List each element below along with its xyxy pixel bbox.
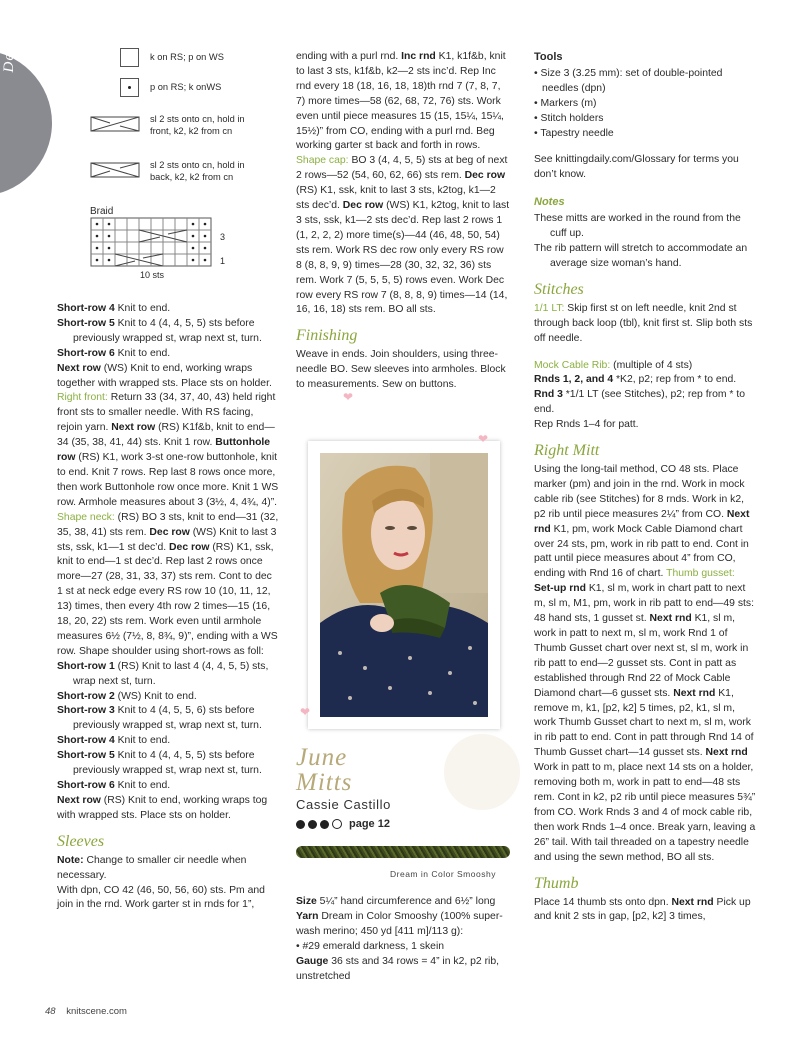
spec-term: Gauge <box>296 955 329 967</box>
instruction-paragraph <box>534 388 756 418</box>
instruction-paragraph <box>57 854 279 884</box>
yarn-caption: Dream in Color Smooshy <box>390 869 496 879</box>
body-text: K1, pm, work Mock Cable Diamond chart over 24 sts, pm, work in rib patt to end. Cont in patt until piece measures about 4” from CO, ending with Rnd 16 of chart. <box>534 523 749 580</box>
page-number: 48 <box>45 1006 56 1017</box>
body-text: See knittingdaily.com/Glossary for terms you don’t know. <box>534 154 739 181</box>
heart-icon: ❤ <box>343 390 354 404</box>
page-footer <box>45 1005 127 1020</box>
notes-heading: Notes <box>534 196 565 209</box>
instruction-paragraph <box>534 373 756 388</box>
body-text: These mitts are worked in the round from the cuff up. <box>534 213 741 240</box>
purl-knit-symbol-icon <box>90 78 142 98</box>
difficulty-rating <box>296 817 390 832</box>
bold-term: Next rnd <box>705 747 748 759</box>
instruction-paragraph <box>296 154 510 318</box>
photo-frame <box>308 441 500 729</box>
body-text: (WS) Knit to end. <box>114 690 197 702</box>
column-2 <box>296 50 510 393</box>
instruction-paragraph <box>57 794 279 824</box>
section-label: Shape neck: <box>57 511 115 523</box>
spec-line <box>296 940 510 955</box>
body-text: Knit to end. <box>114 780 171 791</box>
difficulty-dot-icon <box>296 820 305 829</box>
project-title: June Mitts <box>296 744 353 796</box>
instruction-paragraph <box>57 690 279 705</box>
designer-name: Cassie Castillo <box>296 797 391 812</box>
tool-item: • Size 3 (3.25 mm): set of double-pointed needles (dpn) <box>534 67 723 94</box>
bold-term: Next rnd <box>673 687 716 699</box>
section-label: Shape cap: <box>296 155 349 167</box>
yarn-swatch <box>296 846 510 858</box>
braid-row-label-1: 1 <box>220 256 226 266</box>
instruction-paragraph <box>534 463 756 865</box>
braid-width-label: 10 sts <box>140 270 165 280</box>
instruction-paragraph <box>534 896 756 926</box>
bold-term: Buttonhole row <box>57 437 271 464</box>
heart-icon: ❤ <box>478 432 489 446</box>
bold-term: Next row <box>111 422 156 434</box>
body-text: Knit to 4 (4, 4, 5, 5) sts before previously wrapped st, wrap next st, turn. <box>73 750 262 777</box>
instruction-paragraph <box>296 50 510 154</box>
right-cable-symbol-icon <box>90 160 142 180</box>
tool-item-text: Tapestry needle <box>540 127 614 139</box>
body-text: (WS) K1, k2tog, knit to last 3 sts, ssk, k1—2 sts dec’d. Rep last 2 rows 1 (1, 2, 2, 2) more time(s)—44 (46, 48, 50, 54) sts rem. Work RS dec row only every RS row 8 (8, 8, 9, 9) times—28 (30, 32, 32, 36) sts rem. Work 7 (5, 5, 5, 5) rows even. Work Dec row every RS row 7 (8, 8, 8, 9) times—14 (14, 16, 16, 18) sts rem. BO all sts. <box>296 200 510 316</box>
section-heading: Sleeves <box>57 832 105 850</box>
body-text: Knit to end. <box>114 735 171 747</box>
body-text: Knit to end. <box>114 303 171 314</box>
designer-tab-label: Designer <box>1 9 17 73</box>
bold-term: Inc rnd <box>401 51 436 62</box>
instruction-paragraph <box>534 359 756 374</box>
body-text: K1, sl m, work in patt to next m, sl m, work Rnd 1 of Thumb Gusset chart over next st, sl m, work in rib patt to end—2 gusset sts. Cont in patt as established through Rnd 22 of Mock Cable Diamond chart—6 gusset sts. <box>534 613 749 699</box>
bold-term: Set-up rnd <box>534 583 586 595</box>
body-text: Knit to 4 (4, 5, 5, 6) sts before previously wrapped st, wrap next st, turn. <box>73 705 262 732</box>
bold-term: Next row <box>57 362 101 374</box>
braid-row-label-3: 3 <box>220 232 226 242</box>
model-photo <box>320 453 488 717</box>
body-text: The rib pattern will stretch to accommodate an average size woman’s hand. <box>534 242 748 269</box>
instruction-paragraph <box>57 884 279 914</box>
bold-term: Short-row 6 <box>57 780 115 791</box>
instruction-paragraph <box>57 734 279 749</box>
site-url: knitscene.com <box>66 1006 127 1017</box>
body-text: Skip first st on left needle, knit 2nd st through back loop (tbl), knit first st. Slip both sts off needle. <box>534 302 753 344</box>
column-3 <box>534 50 756 925</box>
difficulty-dot-icon <box>308 820 317 829</box>
section-label: Thumb gusset: <box>666 568 735 580</box>
bold-term: Short-row 1 <box>57 660 115 672</box>
knit-purl-symbol-icon <box>90 48 142 68</box>
instruction-paragraph <box>57 511 279 660</box>
body-text: Knit to 4 (4, 4, 5, 5) sts before previously wrapped st, wrap next st, turn. <box>73 317 262 344</box>
tool-item: • Markers (m) <box>534 97 597 109</box>
spec-term: Yarn <box>296 910 319 922</box>
tool-item: • Tapestry needle <box>534 127 614 139</box>
body-text: Using the long-tail method, CO 48 sts. Place marker (pm) and join in the rnd. Work in mock cable rib (see Stitches) for 8 rnds. Work in k2, p2 rib until piece measures 2¼” from CO. <box>534 464 745 520</box>
bold-term: Next rnd <box>649 613 692 625</box>
bold-term: Next row <box>57 794 101 806</box>
spec-line <box>296 955 510 985</box>
section-heading: Right Mitt <box>534 442 600 460</box>
spec-text: Dream in Color Smooshy (100% super-wash merino; 450 yd [411 m]/113 g): <box>296 910 503 937</box>
spec-text: 5¼” hand circumference and 6½” long <box>316 896 496 907</box>
spec-term: Size <box>296 896 317 907</box>
body-text: *1/1 LT (see Stitches), p2; rep from * to end. <box>534 389 745 416</box>
body-text: Weave in ends. Join shoulders, using three-needle BO. Sew sleeves into armholes. Block to measurements. Sew on buttons. <box>296 349 506 391</box>
body-text: *K2, p2; rep from * to end. <box>613 374 737 386</box>
bold-term: Dec row <box>149 526 190 538</box>
section-label: 1/1 LT: <box>534 302 565 314</box>
bold-term: Dec row <box>169 541 210 553</box>
body-text: (RS) Knit to end, working wraps tog with wrapped sts. Place sts on holder. <box>57 794 268 821</box>
body-text: BO 3 (4, 4, 5, 5) sts at beg of next 2 rows—52 (54, 60, 62, 66) sts rem. <box>296 155 508 182</box>
page-reference: page 12 <box>349 818 390 830</box>
instruction-paragraph <box>534 212 756 242</box>
spec-line <box>296 910 510 940</box>
project-specs <box>296 895 510 984</box>
bold-term: Next rnd <box>534 508 750 535</box>
bold-term: Dec row <box>464 170 506 182</box>
body-text: Change to smaller cir needle when necessary. <box>57 854 247 881</box>
braid-chart-label: Braid <box>90 206 114 217</box>
body-text: (RS) BO 3 sts, knit to end—31 (32, 35, 38, 41) sts rem. <box>57 511 279 538</box>
body-text: (RS) K1, ssk, knit to last 3 sts, k2tog, k1—2 sts dec’d. <box>296 185 496 212</box>
bold-term: Short-row 4 <box>57 735 115 747</box>
flower-decoration <box>444 734 520 810</box>
instruction-paragraph <box>57 660 279 690</box>
section-heading: Finishing <box>296 327 358 345</box>
bold-term: Short-row 6 <box>57 347 115 359</box>
body-text: K1, sl m, work in chart patt to next m, sl m, M1, pm, work in rib patt to end—49 sts: 48 hand sts, 1 gusset st. <box>534 583 755 625</box>
instruction-paragraph <box>57 317 279 347</box>
bold-term: Short-row 4 <box>57 303 115 314</box>
spec-text: 36 sts and 34 rows = 4” in k2, p2 rib, unstretched <box>296 955 500 982</box>
section-label: Right front: <box>57 392 108 404</box>
difficulty-dot-icon <box>320 820 329 829</box>
body-text: K1, k1f&b, knit to last 3 sts, k1f&b, k2—2 sts inc’d. Rep Inc rnd every 18 (18, 16, 18, 18)th rnd 7 (7, 8, 7, 7) more times—58 (62, 68, 72, 76) sts. Work even until piece measures 15 (15, 15¼, 15¼, 15½)” from CO, ending with a purl rnd. Beg working garter st back and forth in rows. <box>296 51 506 152</box>
instruction-paragraph <box>57 362 279 511</box>
spec-text: • #29 emerald darkness, 1 skein <box>296 940 445 952</box>
body-text: (multiple of 4 sts) <box>610 359 693 371</box>
instruction-paragraph <box>534 153 756 183</box>
bold-term: Rnds 1, 2, and 4 <box>534 374 614 386</box>
key-item-left-cable: sl 2 sts onto cn, hold in front, k2, k2 from cn <box>90 114 260 137</box>
body-text: Rep Rnds 1–4 for patt. <box>534 419 639 431</box>
body-text: Knit to end. <box>114 347 171 359</box>
section-heading: Thumb <box>534 874 579 892</box>
key-item-knit: k on RS; p on WS <box>90 48 224 68</box>
tools-heading: Tools <box>534 51 563 63</box>
braid-chart <box>90 217 240 277</box>
instruction-paragraph <box>57 704 279 734</box>
section-label: Mock Cable Rib: <box>534 359 611 371</box>
body-text: (WS) Knit to last 3 sts, ssk, k1—1 st dec’d. <box>57 526 277 553</box>
instruction-paragraph <box>57 779 279 794</box>
instruction-paragraph <box>57 347 279 362</box>
body-text: (RS) K1f&b, knit to end—34 (35, 38, 41, 44) sts. Knit 1 row. <box>57 422 275 449</box>
tool-item: • Stitch holders <box>534 112 604 124</box>
heart-icon: ❤ <box>300 705 311 719</box>
section-heading: Stitches <box>534 280 584 298</box>
instruction-paragraph <box>296 348 510 393</box>
body-text: Pick up and knit 2 sts in gap, [p2, k2] 3 times, <box>534 896 751 923</box>
body-text: Return 33 (34, 37, 40, 43) held right front sts to smaller needle. With RS facing, rejoin yarn. <box>57 392 276 434</box>
instruction-paragraph <box>534 242 756 272</box>
body-text: (RS) K1, ssk, knit to end—1 st dec’d. Rep last 2 rows once more—27 (28, 31, 33, 37) sts rem. Cont to dec 1 st at neck edge every RS row 10 (10, 11, 12, 13) times, then every 4th row 2 times—15 (16, 18, 20, 22) sts rem. Work even until armhole measures 6½ (7½, 8, 8¾, 9)”, ending with a WS row. Shape shoulder using short-rows as foll: <box>57 541 278 657</box>
instruction-paragraph <box>534 418 756 433</box>
bold-term: Short-row 3 <box>57 705 115 717</box>
spec-line <box>296 895 510 910</box>
bold-term: Next rnd <box>671 896 714 908</box>
instruction-paragraph <box>57 749 279 779</box>
body-text: ending with a purl rnd. <box>296 51 402 62</box>
body-text: With dpn, CO 42 (46, 50, 56, 60) sts. Pm and join in the rnd. Work garter st in rnds for 1”, <box>57 884 265 911</box>
tool-item-text: Markers (m) <box>540 97 597 109</box>
bold-term: Rnd 3 <box>534 389 563 401</box>
tool-item-text: Size 3 (3.25 mm): set of double-pointed needles (dpn) <box>540 67 723 94</box>
body-text: Place 14 thumb sts onto dpn. <box>534 896 672 908</box>
instruction-paragraph <box>534 302 756 347</box>
bold-term: Short-row 2 <box>57 690 115 702</box>
key-item-right-cable: sl 2 sts onto cn, hold in back, k2, k2 from cn <box>90 160 260 183</box>
key-item-purl: p on RS; k onWS <box>90 78 221 98</box>
instruction-paragraph <box>57 302 279 317</box>
body-text: Work in patt to m, place next 14 sts on a holder, removing both m, work in patt to end—48 sts rem. Cont in k2, p2 rib until piece measures 5¾” from CO. Work Rnds 3 and 4 of mock cable rib, then work Rnds 1–4 once. Break yarn, leaving a 26” tail. With tail threaded on a tapestry needle and using the sewn method, BO all sts. <box>534 762 756 863</box>
bold-term: Short-row 5 <box>57 317 115 329</box>
body-text: (WS) Knit to end, working wraps together with wrapped sts. Place sts on holder. <box>57 362 272 389</box>
body-text: (RS) Knit to last 4 (4, 4, 5, 5) sts, wrap next st, turn. <box>73 660 269 687</box>
bold-term: Dec row <box>342 200 384 212</box>
bold-term: Short-row 5 <box>57 750 115 762</box>
bold-term: Note: <box>57 854 84 866</box>
left-cable-symbol-icon <box>90 114 142 134</box>
body-text: K1, remove m, k1, [p2, k2] 5 times, p2, k1, sl m, work Thumb Gusset chart to next m, sl m, work in rib patt to end. Cont in patt through Rnd 14 of Thumb Gusset chart—14 gusset sts. <box>534 687 754 759</box>
tool-item-text: Stitch holders <box>540 112 604 124</box>
difficulty-dot-empty-icon <box>332 819 342 829</box>
body-text: (RS) K1, work 3-st one-row buttonhole, knit to end. Knit 7 rows. Rep last 8 rows once more, then work Buttonhole row once more. Knit 1 WS row. Armhole measures about 3 (3½, 4, 4¾, 4)”. <box>57 452 279 508</box>
column-1 <box>57 302 279 913</box>
